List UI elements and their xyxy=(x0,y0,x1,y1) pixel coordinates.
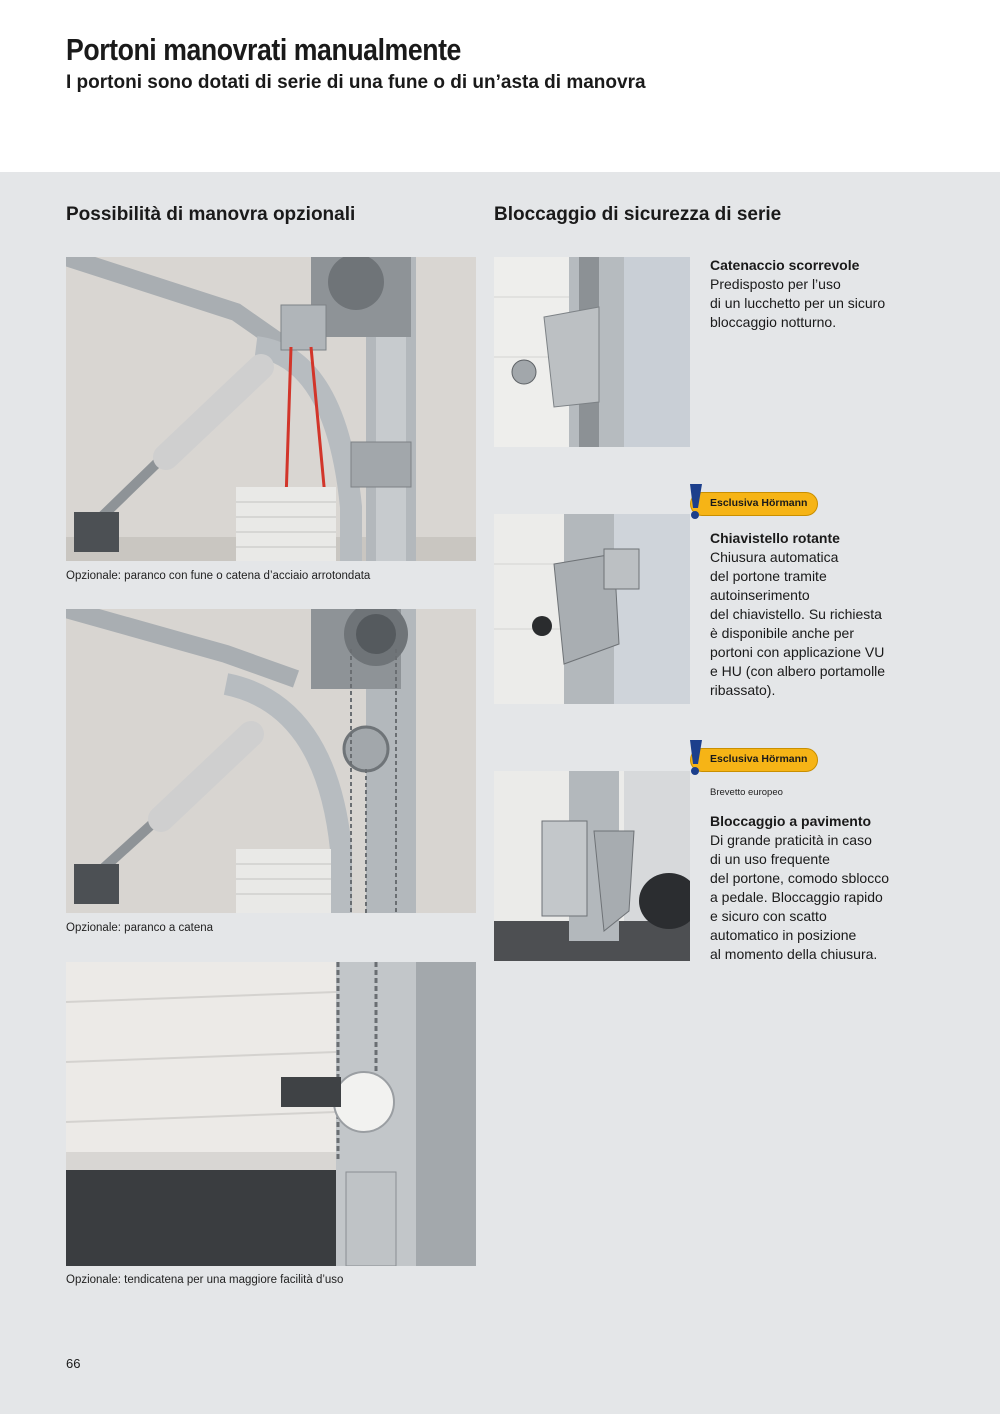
rotating-latch-description xyxy=(710,529,920,700)
sliding-bolt-body: Predisposto per l’uso di un lucchetto per un sicuro bloccaggio notturno. xyxy=(710,276,886,330)
floor-lock-description xyxy=(710,812,920,964)
sliding-bolt-title: Catenaccio scorrevole xyxy=(710,257,860,273)
photo-sliding-bolt xyxy=(494,257,690,447)
photo-chain-tensioner xyxy=(66,962,476,1266)
photo-rotating-latch xyxy=(494,514,690,704)
page-header xyxy=(0,0,1000,172)
exclusive-badge-rotating-latch xyxy=(680,484,820,520)
caption-chain-hoist: Opzionale: paranco a catena xyxy=(66,922,214,934)
left-section-heading: Possibilità di manovra opzionali xyxy=(66,204,356,225)
page-title: Portoni manovrati manualmente xyxy=(66,32,461,67)
right-section-heading: Bloccaggio di sicurezza di serie xyxy=(494,204,782,225)
rotating-latch-title: Chiavistello rotante xyxy=(710,530,840,546)
floor-lock-title: Bloccaggio a pavimento xyxy=(710,813,872,829)
page-number: 66 xyxy=(66,1356,81,1371)
floor-lock-body: Di grande praticità in caso di un uso frequente del portone, comodo sblocco a pedale. Bloccaggio rapido e sicuro con scatto automatico in posizione al momento della chiusura. xyxy=(710,832,889,962)
badge-label: Esclusiva Hörmann xyxy=(710,753,808,765)
sliding-bolt-description xyxy=(710,256,920,332)
photo-floor-lock xyxy=(494,771,690,961)
photo-rope-hoist xyxy=(66,257,476,561)
exclusive-badge-floor-lock xyxy=(680,740,820,776)
caption-chain-tensioner: Opzionale: tendicatena per una maggiore facilità d’uso xyxy=(66,1274,344,1286)
rotating-latch-body: Chiusura automatica del portone tramite autoinserimento del chiavistello. Su richiesta è disponibile anche per portoni con applicazione VU e HU (con albero portamolle ribassato). xyxy=(710,549,886,698)
photo-chain-hoist xyxy=(66,609,476,913)
badge-label: Esclusiva Hörmann xyxy=(710,497,808,509)
page-subtitle: I portoni sono dotati di serie di una fune o di un’asta di manovra xyxy=(66,72,646,93)
caption-rope-hoist: Opzionale: paranco con fune o catena d’acciaio arrotondata xyxy=(66,570,371,582)
patent-note: Brevetto europeo xyxy=(710,787,783,798)
